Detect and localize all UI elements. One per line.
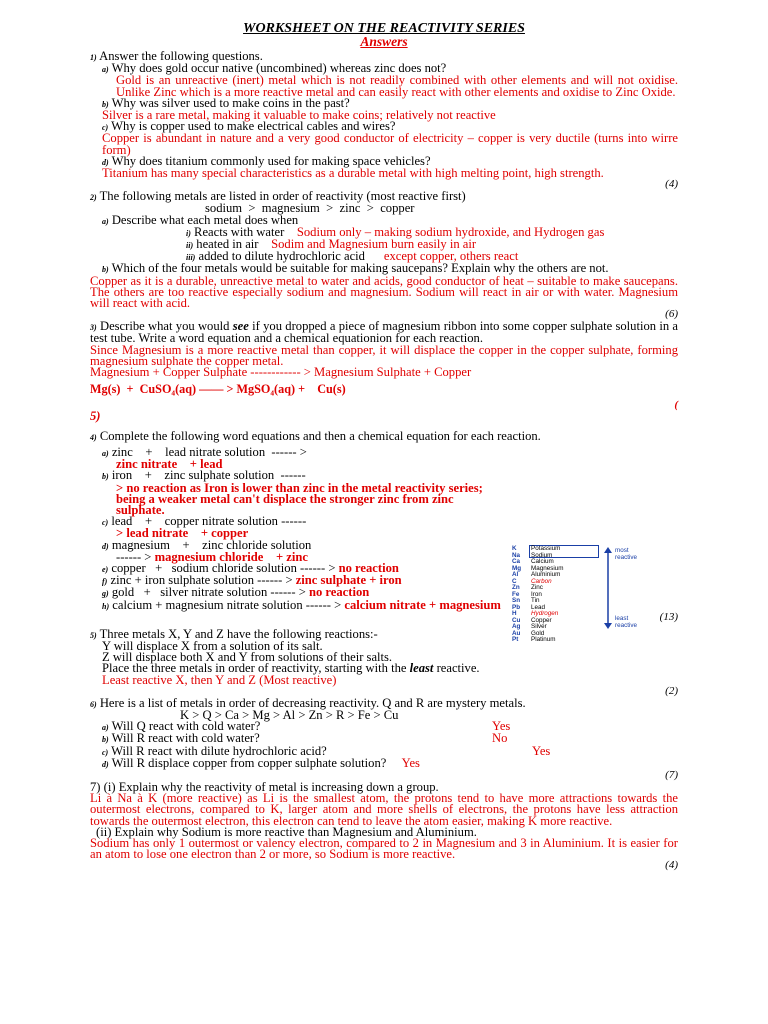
double-arrow-icon: [602, 547, 614, 629]
q4f-label: f): [102, 577, 108, 587]
element-names: [531, 546, 599, 644]
q3-marks-number: 5): [90, 409, 101, 424]
q2aiii-question: added to dilute hydrochloric acid: [198, 249, 365, 264]
q6b-label: b): [102, 735, 109, 745]
q5-line-3-pre: Place the three metals in order of reactivity, starting with the: [102, 661, 410, 676]
q2b-question: Which of the four metals would be suitable for making saucepans? Explain why the others are not.: [111, 261, 609, 276]
q2ai-answer: Sodium only – making sodium hydroxide, and Hydrogen gas: [296, 224, 605, 239]
q6c-answer: Yes: [532, 743, 551, 758]
element-name: Calcium: [531, 558, 554, 565]
q4g-answer: no reaction: [308, 585, 370, 600]
q2aiii-label: iii): [186, 253, 196, 263]
element-name: Platinum: [531, 636, 556, 643]
q1a-label: a): [102, 65, 109, 75]
q5-line-2: Z will displace both X and Y from solutions of their salts.: [102, 650, 393, 665]
q6b-question: Will R react with cold water?: [111, 731, 260, 746]
q4-number: 4): [90, 432, 97, 442]
q2-marks: (6): [665, 308, 678, 321]
page-subtitle: Answers: [360, 34, 408, 49]
q7-question-ii: (ii) Explain why Sodium is more reactive than Magnesium and Aluminium.: [96, 824, 477, 839]
q2b-answer: Copper as it is a durable, unreactive metal to water and acids, good conductor of heat – suitable to make saucepans. The others are too reactive especially sodium and magnesium. Sodium will react in air or with water. Magnesium will react with acid.: [90, 273, 678, 311]
q1a-question: Why does gold occur native (uncombined) whereas zinc does not?: [111, 61, 447, 76]
q5-number: 5): [90, 630, 97, 640]
q1c-answer: Copper is abundant in nature and a very good conductor of electricity – copper is very ductile (turns into wirre form): [102, 131, 678, 157]
element-name: Lead: [531, 603, 546, 611]
q4g-label: g): [102, 589, 109, 599]
q5-line-3-post: reactive.: [433, 661, 480, 676]
q5-line-1: Y will displace X from a solution of its salt.: [102, 638, 323, 653]
q1d-answer: Titanium has many special characteristics as a durable metal with high melting point, high strength.: [102, 166, 604, 181]
element-name: Iron: [531, 590, 542, 598]
element-name: Zinc: [531, 584, 543, 591]
q2-intro: The following metals are listed in order of reactivity (most reactive first): [99, 189, 466, 204]
q4a-question: zinc + lead nitrate solution ------ >: [111, 444, 307, 459]
q6-marks: (7): [665, 768, 678, 781]
page-title: WORKSHEET ON THE REACTIVITY SERIES: [243, 21, 525, 36]
q5-marks: (2): [665, 684, 678, 697]
q3-question-post: if you dropped a piece of magnesium ribbon into some copper sulphate solution in a test tube. Write a word equation and a chemical equationion for each reaction.: [90, 319, 678, 346]
q7-marks: (4): [665, 859, 678, 872]
q1-number: 1): [90, 53, 97, 62]
element-symbol: K: [512, 545, 517, 552]
q4b-answer: > no reaction as Iron is lower than zinc in the metal reactivity series; being a weaker metal can't displace the stronger zinc from zinc sulphate.: [116, 480, 483, 517]
q2aii-question: heated in air: [196, 237, 259, 252]
q6-intro: Here is a list of metals in order of decreasing reactivity. Q and R are mystery metals.: [99, 695, 526, 710]
q4b-label: b): [102, 472, 109, 482]
element-name: Copper: [531, 616, 552, 624]
q2-number: 2): [90, 193, 97, 203]
q1a-answer: Gold is an unreactive (inert) metal which is not readily combined with other elements and will not oxidise. Unlike Zinc which is a more reactive metal and can easily react with other elements and oxidise to Zinc Oxide.: [116, 73, 678, 99]
question-7: [90, 779, 678, 872]
most-reactive-label: most reactive: [615, 547, 638, 561]
q6d-question: Will R displace copper from copper sulphate solution?: [111, 755, 387, 770]
q7-question-i: (i) Explain why the reactivity of metal is increasing down a group.: [103, 779, 439, 794]
q3-see-word: see: [232, 319, 249, 334]
q4f-answer: zinc sulphate + iron: [295, 573, 402, 588]
q5-intro: Three metals X, Y and Z have the following reactions:-: [99, 626, 378, 641]
q2a-question: Describe what each metal does when: [111, 212, 299, 227]
q7-answer-ii: Sodium has only 1 outermost or valency electron, compared to 2 in Magnesium and 3 in Aluminium. It is easier for an atom to lose one electron than 2 or more, so Sodium is more reactive.: [90, 835, 678, 862]
element-symbol: Na: [512, 551, 521, 559]
question-2: [90, 191, 678, 320]
element-name: Aluminium: [531, 571, 561, 578]
q7-number: 7): [90, 779, 101, 794]
q3-answer: Since Magnesium is a more reactive metal than copper, it will displace the copper in the copper sulphate, forming magnesium sulphate the copper metal.: [90, 342, 678, 368]
q4h-answer: calcium nitrate + magnesium: [344, 597, 501, 612]
reactivity-series-figure: [512, 545, 678, 643]
q1c-label: c): [102, 123, 109, 133]
q1d-question: Why does titanium commonly used for making space vehicles?: [111, 153, 431, 168]
q4d-question-arrow: ------ >: [116, 549, 152, 564]
q3-word-equation: Magnesium + Copper Sulphate ------------ > Magnesium Sulphate + Copper: [90, 365, 472, 380]
least-reactive-label: least reactive: [615, 615, 638, 629]
element-symbol: Al: [512, 571, 519, 578]
element-symbol: C: [512, 577, 517, 585]
q4h-question: calcium + magnesium nitrate solution ------ >: [112, 597, 342, 612]
element-symbol: Ca: [512, 558, 521, 565]
q2aiii-answer: except copper, others react: [383, 249, 519, 264]
q4c-label: c): [102, 518, 109, 528]
q4d-answer: magnesium chloride + zinc: [154, 549, 308, 564]
q4-marks: (13): [659, 610, 678, 623]
q6b-answer: No: [492, 731, 508, 746]
q4e-question: copper + sodium chloride solution ------ >: [111, 560, 336, 575]
q4h-label: h): [102, 601, 110, 611]
element-name: Hydrogen: [531, 610, 559, 617]
q2-order: sodium > magnesium > zinc > copper: [205, 201, 415, 216]
q1b-label: b): [102, 99, 109, 109]
element-symbols: [512, 546, 528, 644]
q6d-answer: Yes: [401, 755, 420, 770]
q3-chemical-equation: Mg(s) + CuSO₄(aq) —— > MgSO₄(aq) + Cu(s): [90, 382, 346, 397]
q6-number: 6): [90, 699, 97, 709]
q6-order: K > Q > Ca > Mg > Al > Zn > R > Fe > Cu: [180, 707, 399, 722]
q4c-answer: > lead nitrate + copper: [116, 526, 249, 541]
element-name: Tin: [531, 597, 540, 604]
q4-intro: Complete the following word equations and then a chemical equation for each reaction.: [99, 428, 541, 443]
q1b-question: Why was silver used to make coins in the past?: [111, 95, 350, 110]
element-symbol: Zn: [512, 584, 520, 591]
element-symbol: Mg: [512, 564, 522, 572]
q4d-label: d): [102, 541, 109, 551]
q6d-label: d): [102, 759, 109, 769]
q2ai-label: i): [186, 228, 191, 238]
element-name: Sodium: [531, 551, 553, 559]
q6a-label: a): [102, 723, 109, 733]
element-symbol: H: [512, 610, 517, 617]
q1-marks: (4): [665, 178, 678, 191]
q2aii-answer: Sodim and Magnesium burn easily in air: [271, 237, 477, 252]
question-6: [90, 695, 678, 781]
q3-number: 3): [90, 323, 97, 333]
q4b-question: iron + zinc sulphate solution ------: [111, 468, 306, 483]
q2a-label: a): [102, 216, 109, 226]
q4e-answer: no reaction: [338, 560, 399, 575]
element-symbol: Ag: [512, 623, 521, 630]
q1-intro: Answer the following questions.: [99, 49, 263, 63]
element-name: Magnesium: [531, 564, 564, 572]
q3-question-pre: Describe what you would: [99, 319, 233, 334]
element-name: Silver: [531, 623, 547, 630]
element-symbol: Fe: [512, 590, 520, 598]
element-symbol: Pt: [512, 636, 519, 643]
q4-equations: [90, 444, 500, 564]
q4g-question: gold + silver nitrate solution ------ >: [111, 585, 306, 600]
q2aii-label: ii): [186, 241, 194, 251]
q1b-answer: Silver is a rare metal, making it valuable to make coins; relatively not reactive: [102, 108, 496, 123]
q1c-question: Why is copper used to make electrical cables and wires?: [111, 119, 396, 134]
element-symbol: Sn: [512, 597, 521, 604]
q2b-label: b): [102, 265, 109, 275]
q6a-answer: Yes: [492, 719, 511, 734]
q5-least-word: least: [409, 661, 434, 676]
element-name: Carbon: [531, 577, 552, 585]
q5-answer: Least reactive X, then Y and Z (Most reactive): [102, 672, 337, 687]
q4c-question: lead + copper nitrate solution ------: [111, 514, 307, 529]
q2ai-question: Reacts with water: [194, 224, 285, 239]
element-name: Potassium: [531, 545, 561, 552]
element-symbol: Pb: [512, 603, 521, 611]
q1d-label: d): [102, 157, 109, 167]
question-3: [90, 321, 678, 422]
q3-marks-open: (: [674, 399, 678, 412]
q4a-answer: zinc nitrate + lead: [116, 457, 223, 472]
q6c-label: c): [102, 747, 109, 757]
q4e-label: e): [102, 564, 109, 574]
q6a-question: Will Q react with cold water?: [111, 719, 261, 734]
q4a-label: a): [102, 448, 109, 458]
element-symbol: Au: [512, 629, 521, 637]
element-symbol: Cu: [512, 616, 521, 624]
q7-answer-i: Li à Na à K (more reactive) as Li is the smallest atom, the protons tend to have more attractions towards the outermost electrons, compared to K, larger atom and more shells of electrons, the protons have less attraction towards the outermost electron, this electron can tend to leave the atom easier, making K more reactive.: [90, 791, 678, 828]
q4d-question: magnesium + zinc chloride solution: [111, 537, 312, 552]
element-name: Gold: [531, 629, 545, 637]
q4f-question: zinc + iron sulphate solution ------ >: [110, 573, 293, 588]
question-1: [90, 51, 678, 190]
q6c-question: Will R react with dilute hydrochloric acid?: [111, 743, 327, 758]
